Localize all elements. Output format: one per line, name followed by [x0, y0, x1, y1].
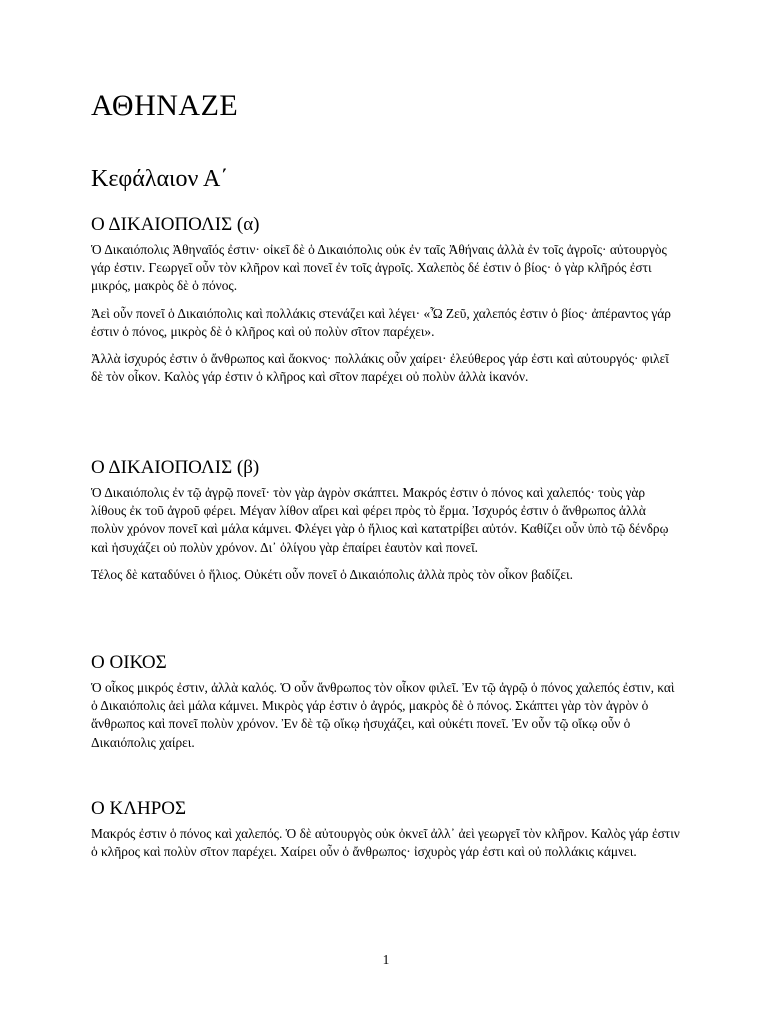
- paragraph: Ὁ Δικαιόπολις ἐν τῷ ἀγρῷ πονεῖ· τὸν γὰρ ἀγρὸν σκάπτει. Μακρός ἐστιν ὁ πόνος καὶ χαλεπός· τοὺς γὰρ λίθους ἐκ τοῦ ἀγροῦ φέρει. Μέγαν λίθον αἴρει καὶ φέρει πρὸς τὸ ἕρμα. Ἰσχυρός ἐστιν ὁ ἄνθρωπος ἀλλὰ πολὺν χρόνον πονεῖ καὶ μάλα κάμνει. Φλέγει γὰρ ὁ ἥλιος καὶ κατατρίβει αὐτόν. Καθίζει οὖν ὑπὸ τῷ δένδρῳ καὶ ἡσυχάζει οὐ πολὺν χρόνον. Δι᾽ ὀλίγου γὰρ ἐπαίρει ἑαυτὸν καὶ πονεῖ.: [91, 485, 669, 555]
- paragraph: Ὁ Δικαιόπολις Ἀθηναῖός ἐστιν· οἰκεῖ δὲ ὁ Δικαιόπολις οὐκ ἐν ταῖς Ἀθήναις ἀλλὰ ἐν τοῖς ἀγροῖς· αὐτουργὸς γάρ ἐστιν. Γεωργεῖ οὖν τὸν κλῆρον καὶ πονεῖ ἐν τοῖς ἀγροῖς. Χαλεπὸς δέ ἐστιν ὁ βίος· ὁ γὰρ κλῆρός ἐστι μικρός, μακρὸς δὲ ὁ πόνος.: [91, 242, 667, 294]
- paragraph: Μακρός ἐστιν ὁ πόνος καὶ χαλεπός. Ὁ δὲ αὐτουργὸς οὐκ ὀκνεῖ ἀλλ᾽ ἀεὶ γεωργεῖ τὸν κλῆρον. Καλὸς γάρ ἐστιν ὁ κλῆρος καὶ πολὺν σῖτον παρέχει. Χαίρει οὖν ὁ ἄνθρωπος· ἰσχυρὸς γάρ ἐστι καὶ οὐ πολλάκις κάμνει.: [91, 826, 680, 860]
- section-dikaiopolis-b: [91, 456, 681, 593]
- section-heading: Ο ΔΙΚΑΙΟΠΟΛΙΣ (β): [91, 457, 260, 478]
- document-title: ΑΘΗΝΑΖΕ: [91, 89, 239, 122]
- section-heading: Ο ΟΙΚΟΣ: [91, 652, 167, 673]
- section-dikaiopolis-a: [91, 213, 681, 395]
- paragraph: Τέλος δὲ καταδύνει ὁ ἥλιος. Οὐκέτι οὖν πονεῖ ὁ Δικαιόπολις ἀλλὰ πρὸς τὸν οἶκον βαδίζει.: [91, 566, 573, 582]
- paragraph: Ἀλλὰ ἰσχυρός ἐστιν ὁ ἄνθρωπος καὶ ἄοκνος· πολλάκις οὖν χαίρει· ἐλεύθερος γάρ ἐστι καὶ αὐτουργός· φιλεῖ δὲ τὸν οἶκον. Καλὸς γάρ ἐστιν ὁ κλῆρος καὶ σῖτον παρέχει οὐ πολὺν ἀλλὰ ἱκανόν.: [91, 351, 669, 385]
- section-heading: Ο ΔΙΚΑΙΟΠΟΛΙΣ (α): [91, 214, 260, 235]
- paragraph: Ἀεὶ οὖν πονεῖ ὁ Δικαιόπολις καὶ πολλάκις στενάζει καὶ λέγει· «Ὦ Ζεῦ, χαλεπός ἐστιν ὁ βίος· ἀπέραντος γάρ ἐστιν ὁ πόνος, μικρὸς δὲ ὁ κλῆρος καὶ οὐ πολὺν σῖτον παρέχει».: [91, 305, 671, 339]
- section-kleros: [91, 797, 681, 870]
- paragraph: Ὁ οἶκος μικρός ἐστιν, ἀλλὰ καλός. Ὁ οὖν ἄνθρωπος τὸν οἶκον φιλεῖ. Ἐν τῷ ἀγρῷ ὁ πόνος χαλεπός ἐστιν, καὶ ὁ Δικαιόπολις ἀεὶ μάλα κάμνει. Μικρὸς γάρ ἐστιν ὁ ἀγρός, μακρὸς δὲ ὁ πόνος. Σκάπτει γὰρ τὸν ἀγρὸν ὁ ἄνθρωπος καὶ πονεῖ πολὺν χρόνον. Ἐν δὲ τῷ οἴκῳ ἡσυχάζει, καὶ οὐκέτι πονεῖ. Ἐν οὖν τῷ οἴκῳ οὖν ὁ Δικαιόπολις χαίρει.: [91, 680, 675, 750]
- page-number: 1: [382, 952, 390, 967]
- chapter-heading: Κεφάλαιον Α΄: [91, 166, 229, 192]
- section-heading: Ο ΚΛΗΡΟΣ: [91, 798, 187, 819]
- section-oikos: [91, 651, 681, 761]
